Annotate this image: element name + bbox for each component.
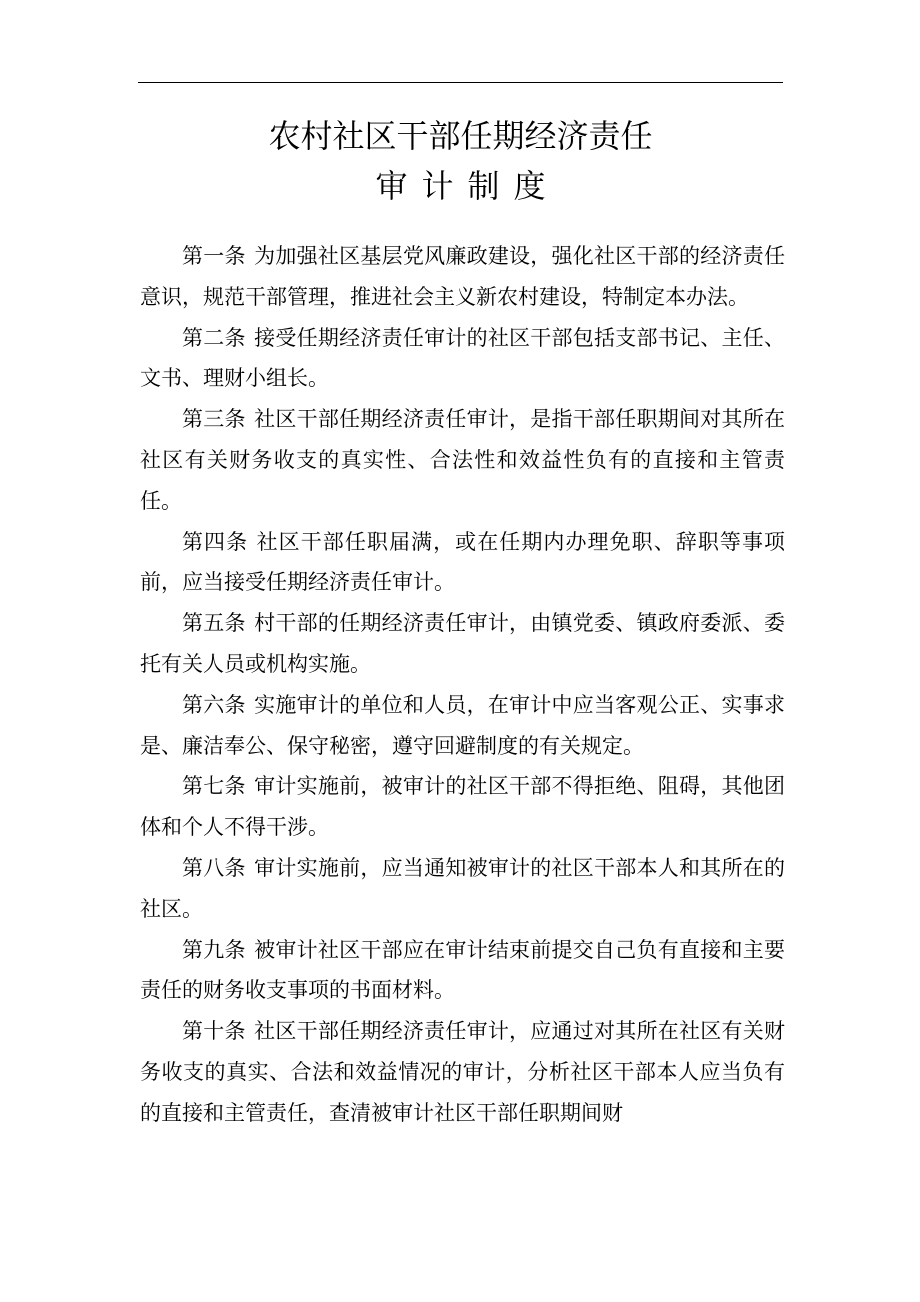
article-text: 为加强社区基层党风廉政建设，强化社区干部的经济责任意识，规范干部管理，推进社会主义新农村建设，特制定本办法。: [140, 244, 785, 309]
header-rule: [138, 82, 783, 83]
article-7: [140, 766, 785, 848]
article-2: [140, 318, 785, 400]
article-number: 第五条: [182, 611, 246, 636]
article-number: 第六条: [182, 692, 246, 717]
article-text: 社区干部任职届满，或在任期内办理免职、辞职等事项前，应当接受任期经济责任审计。: [140, 529, 785, 595]
article-8: [140, 848, 785, 930]
article-6: [140, 685, 785, 767]
article-10: [140, 1011, 785, 1133]
article-number: 第三条: [182, 407, 246, 432]
article-number: 第十条: [182, 1019, 246, 1044]
article-number: 第九条: [182, 937, 246, 962]
article-5: [140, 603, 785, 685]
article-1: [140, 236, 785, 318]
article-4: [140, 522, 785, 604]
article-text: 社区干部任期经济责任审计，应通过对其所在社区有关财务收支的真实、合法和效益情况的审计，分析社区干部本人应当负有的直接和主管责任，查清被审计社区干部任职期间财: [140, 1019, 785, 1125]
article-text: 社区干部任期经济责任审计，是指干部任职期间对其所在社区有关财务收支的真实性、合法性和效益性负有的直接和主管责任。: [140, 407, 785, 513]
article-number: 第八条: [182, 855, 246, 880]
article-3: [140, 399, 785, 521]
article-number: 第二条: [182, 325, 246, 350]
article-number: 第一条: [182, 244, 246, 268]
article-text: 接受任期经济责任审计的社区干部包括支部书记、主任、文书、理财小组长。: [140, 325, 785, 391]
document-body: [140, 236, 785, 1134]
article-text: 被审计社区干部应在审计结束前提交自己负有直接和主要责任的财务收支事项的书面材料。: [140, 937, 785, 1003]
article-text: 实施审计的单位和人员，在审计中应当客观公正、实事求是、廉洁奉公、保守秘密，遵守回避制度的有关规定。: [140, 692, 785, 758]
article-number: 第七条: [182, 774, 246, 799]
document-title-line2: 审计制度: [375, 167, 560, 205]
article-text: 审计实施前，应当通知被审计的社区干部本人和其所在的社区。: [140, 855, 785, 921]
document-title-line1: 农村社区干部任期经济责任: [268, 117, 653, 155]
article-number: 第四条: [182, 529, 249, 554]
article-text: 村干部的任期经济责任审计，由镇党委、镇政府委派、委托有关人员或机构实施。: [140, 611, 785, 676]
article-9: [140, 930, 785, 1012]
article-text: 审计实施前，被审计的社区干部不得拒绝、阻碍，其他团体和个人不得干涉。: [140, 774, 785, 840]
